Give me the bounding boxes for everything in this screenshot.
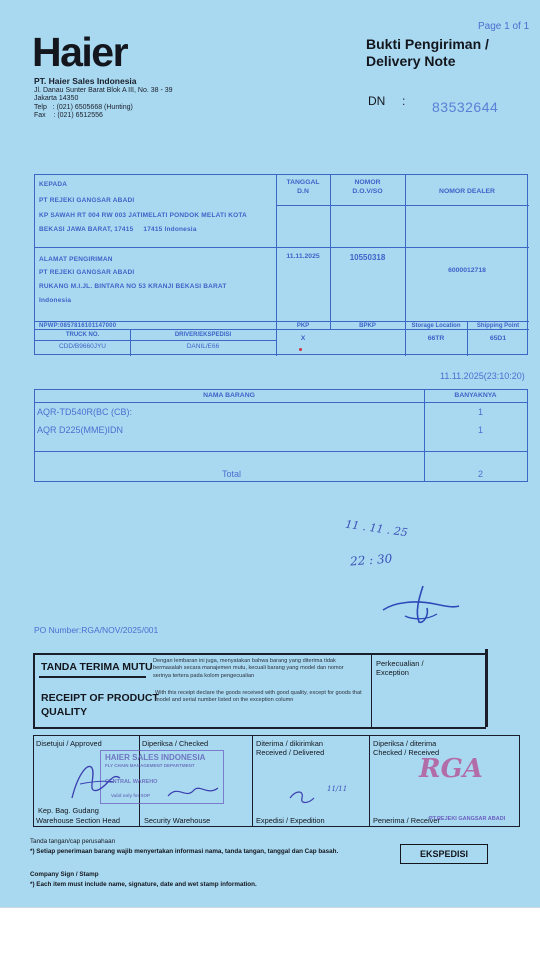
- approver-signature-icon: [62, 754, 132, 806]
- receipt-title-en-line: QUALITY: [41, 706, 88, 718]
- alamat-name: PT REJEKI GANGSAR ABADI: [39, 269, 135, 276]
- po-number: PO Number:RGA/NOV/2025/001: [34, 625, 159, 635]
- pkp-label: PKP: [296, 323, 310, 329]
- truck-value: CDD/B9660JYU: [59, 343, 106, 350]
- divider: [35, 340, 276, 341]
- received-label: Checked / Received: [373, 748, 440, 757]
- divider: [35, 321, 529, 322]
- approved-label: Disetujui / Approved: [36, 739, 102, 748]
- nomor-label: NOMOR: [354, 179, 381, 186]
- divider: [39, 676, 146, 678]
- divider: [34, 402, 528, 403]
- divider: [276, 205, 529, 206]
- storage-location-label: Storage Location: [411, 323, 461, 329]
- stamp-text: HAIER SALES INDONESIA: [105, 753, 206, 762]
- company-contact: [34, 87, 173, 120]
- signature-table: [33, 735, 520, 827]
- divider: [371, 655, 372, 727]
- divider: [424, 389, 425, 482]
- handwritten-time: 22 : 30: [349, 551, 393, 569]
- exception-label: [376, 659, 424, 677]
- document-title-id: Bukti Pengiriman /: [366, 36, 489, 52]
- receipt-title-id: TANDA TERIMA MUTU: [41, 661, 153, 673]
- footer-company-sign-id: Tanda tangan/cap perusahaan: [30, 838, 116, 845]
- company-telp: Telp : (021) 6505668 (Hunting): [34, 103, 133, 111]
- nomor-sublabel: D.O.V/SO: [352, 188, 383, 195]
- tanggal-sublabel: D.N: [297, 188, 309, 195]
- delivered-handwritten-date: 11/11: [327, 785, 348, 793]
- item-qty: 1: [478, 407, 484, 417]
- npwp: NPWP:0857816101147000: [39, 323, 117, 329]
- kepada-address: KP SAWAH RT 004 RW 003 JATIMELATI PONDOK MELATI KOTA: [39, 212, 247, 219]
- alamat-address: RUKANG M.I.JL. BINTARA NO 53 KRANJI BEKASI BARAT: [39, 283, 227, 290]
- stamp-text: Valid only for SOP: [111, 793, 151, 798]
- page-indicator: Page 1 of 1: [478, 21, 530, 32]
- receipt-statement-id: Dengan lembaran ini juga, menyatakan bahwa barang yang diterima tidak bermasalah secara manajemen mutu, kecuali barang yang model dan nomor serinya tertera pada kolom pengecualian: [153, 658, 344, 679]
- divider: [34, 389, 35, 482]
- company-logo: Haier: [32, 29, 128, 75]
- storage-location-value: 66TR: [427, 335, 445, 342]
- alamat-label: ALAMAT PENGIRIMAN: [39, 256, 113, 263]
- column-banyaknya: BANYAKNYA: [454, 392, 497, 399]
- total-label: Total: [222, 469, 242, 479]
- delivered-label: Received / Delivered: [256, 748, 325, 757]
- bpkp-label: BPKP: [359, 323, 376, 329]
- tanggal-value: 11.11.2025: [286, 253, 320, 260]
- column-nama-barang: NAMA BARANG: [203, 392, 255, 399]
- divider: [527, 389, 528, 482]
- divider: [34, 481, 528, 482]
- handwritten-date: 11 . 11 . 25: [344, 517, 409, 540]
- receipt-title-en-line: RECEIPT OF PRODUCT: [41, 692, 159, 704]
- receipt-of-quality-box: [33, 653, 486, 729]
- divider: [34, 389, 528, 390]
- footer-note-id: *) Setiap penerimaan barang wajib menyertakan informasi nama, tanda tangan, tanggal dan Cap basah.: [30, 848, 339, 855]
- shipping-point-value: 65D1: [489, 335, 507, 342]
- document-title: [366, 36, 489, 70]
- received-role: Penerima / Receiver: [373, 816, 440, 825]
- exception-label-en: Exception: [376, 668, 409, 677]
- print-timestamp: 11.11.2025(23:10:20): [440, 371, 525, 381]
- footer-note-en: *) Each item must include name, signature, date and wet stamp information.: [30, 881, 257, 888]
- dealer-value: 6000012718: [448, 267, 486, 274]
- checked-role: Security Warehouse: [144, 816, 211, 825]
- company-address-line: Jakarta 14350: [34, 95, 79, 103]
- footer-company-sign-en: Company Sign / Stamp: [30, 871, 99, 878]
- rga-stamp-subtext: PT.REJEKI GANGSAR ABADI: [429, 816, 506, 822]
- delivered-label: Diterima / dikirimkan: [256, 739, 323, 748]
- item-qty: 1: [478, 425, 484, 435]
- divider: [485, 649, 488, 727]
- driver-value: DANIL/E66: [186, 343, 220, 350]
- courier-signature-icon: [375, 580, 465, 628]
- received-label: Diperiksa / diterima: [373, 739, 437, 748]
- item-name: AQR D225(MME)IDN: [37, 425, 124, 435]
- rga-stamp: RGA: [419, 754, 483, 784]
- shipping-point-label: Shipping Point: [476, 323, 520, 329]
- kepada-name: PT REJEKI GANGSAR ABADI: [39, 197, 135, 204]
- company-address-line: Jl. Danau Sunter Barat Blok A III, No. 38 - 39: [34, 87, 173, 94]
- receipt-title-en: [41, 691, 159, 719]
- kepada-address: BEKASI JAWA BARAT, 17415 17415 Indonesia: [39, 226, 197, 233]
- divider: [35, 329, 529, 330]
- document-title-en: Delivery Note: [366, 53, 456, 69]
- items-table: [34, 389, 528, 482]
- dn-number: 83532644: [432, 99, 499, 115]
- company-fax: Fax : (021) 6512556: [34, 111, 103, 119]
- divider: [369, 736, 370, 826]
- dealer-label: NOMOR DEALER: [439, 188, 495, 195]
- dn-label: DN: [368, 94, 386, 108]
- nomor-value: 10550318: [349, 253, 386, 262]
- kepada-label: KEPADA: [39, 181, 68, 188]
- delivered-role: Expedisi / Expedition: [256, 816, 325, 825]
- checked-label: Diperiksa / Checked: [142, 739, 209, 748]
- tanggal-label: TANGGAL: [286, 179, 320, 186]
- stamp-text: FLY CHAIN MANAGEMENT DEPARTMENT: [105, 763, 195, 768]
- company-name: PT. Haier Sales Indonesia: [34, 76, 137, 86]
- divider: [34, 451, 528, 452]
- truck-label: TRUCK NO.: [65, 332, 100, 338]
- header-table: [34, 174, 528, 355]
- stamp-text: CENTRAL WAREHO: [105, 779, 158, 785]
- item-name: AQR-TD540R(BC (CB):: [37, 407, 133, 417]
- total-qty: 2: [478, 469, 484, 479]
- divider: [252, 736, 253, 826]
- alamat-address: Indonesia: [39, 297, 72, 304]
- expedition-copy-label: EKSPEDISI: [400, 844, 488, 864]
- dn-colon: :: [402, 94, 406, 108]
- approved-role: Warehouse Section Head: [36, 816, 120, 825]
- exception-label-id: Perkecualian /: [376, 659, 424, 668]
- divider: [35, 247, 529, 248]
- pkp-value: X: [300, 335, 306, 342]
- approved-role: Kep. Bag. Gudang: [38, 806, 99, 815]
- receipt-statement-en: With this receipt declare the goods received with good quality, except for goods that model and serial number listed on the exception column: [155, 690, 362, 704]
- driver-label: DRIVER/EKSPEDISI: [174, 332, 232, 338]
- checker-signature-icon: [164, 776, 224, 806]
- divider: [330, 175, 331, 329]
- red-dot: [299, 348, 302, 351]
